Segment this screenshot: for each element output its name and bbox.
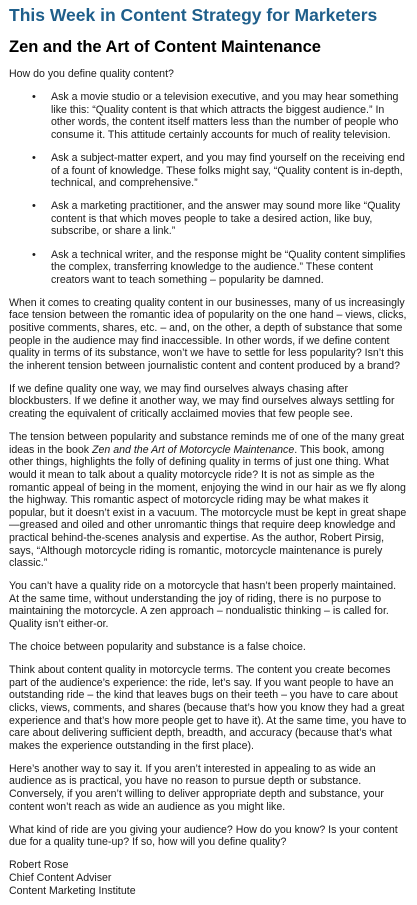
body-paragraph: If we define quality one way, we may find ourselves always chasing after blockbusters. If we define it another way, we may find ourselves always settling for creating the equivalent of critically acclaimed movies that few people see. bbox=[9, 382, 395, 421]
list-item-text: Ask a marketing practitioner, and the answer may sound more like “Quality content is that which moves people to take a desired action, like buy, subscribe, or share a link.” bbox=[51, 200, 401, 238]
body-paragraph: When it comes to creating quality content in our businesses, many of us increasingly face tension between the romantic idea of popularity on the one hand – views, clicks, positive comments, shares, etc. – and, on the other, a depth of substance that some people in the audience may find inaccessible. In other words, if we define content quality in terms of its substance, won’t we have to settle for less popularity? Isn’t this the inherent tension between journalistic content and content produced by a brand? bbox=[9, 296, 407, 372]
list-item-text: Ask a subject-matter expert, and you may find yourself on the receiving end of a fount of knowledge. These folks might say, “Quality content is in-depth, technical, and comprehensive.” bbox=[51, 151, 405, 190]
body-paragraph: Think about content quality in motorcycle terms. The content you create becomes part of the audience’s experience: the ride, let’s say. If you want people to have an outstanding ride – the kind that leaves bugs on their teeth – you have to care about clicks, views, comments, and shares (because that’s how you know they had a great experience and that’s how more people get to have it). At the same time, you have to care about delivering sufficient depth, breadth, and accuracy (because that’s what makes the experience outstanding in the first place). bbox=[9, 664, 407, 752]
paragraph-text: The tension between popularity and substance reminds me of one of the many great ideas in the book bbox=[9, 431, 405, 456]
author-role: Chief Content Adviser bbox=[9, 871, 112, 884]
body-paragraph bbox=[9, 431, 408, 570]
signature bbox=[9, 859, 408, 897]
list-item-text: Ask a technical writer, and the response might be “Quality content simplifies the complex, transferring knowledge to the audience.” These content creators want to teach something – popularity be damned. bbox=[51, 248, 406, 286]
list-item bbox=[32, 91, 408, 141]
body-paragraph: The choice between popularity and substance is a false choice. bbox=[9, 641, 306, 654]
author-name: Robert Rose bbox=[9, 859, 69, 872]
book-title: Zen and the Art of Motorcycle Maintenance bbox=[92, 443, 295, 456]
body-paragraph: What kind of ride are you giving your audience? How do you know? Is your content due for a quality tune-up? If so, how will you define quality? bbox=[9, 823, 398, 849]
bullet-icon: • bbox=[32, 91, 36, 104]
bullet-icon: • bbox=[32, 248, 36, 261]
author-organization: Content Marketing Institute bbox=[9, 884, 136, 897]
paragraph-text: . This book, among other things, highlights the folly of defining quality in terms of just one thing. What would it mean to talk about a quality motorcycle ride? It is not as simple as the romantic appeal of being in the moment, enjoying the wind in our hair as we fly along the highway. This romantic aspect of motorcycle riding may be what makes it popular, but it doesn’t exist in a vacuum. The motorcycle must be kept in great shape—greased and oiled and other unromantic things that require deep knowledge and practical behind-the-scenes analysis and expertise. As the author, Robert Pirsig, says, “Although motorcycle riding is romantic, motorcycle maintenance is purely classic.” bbox=[9, 443, 407, 570]
body-paragraph: You can’t have a quality ride on a motorcycle that hasn’t been properly maintained. At the same time, without understanding the joy of riding, there is no purpose to maintaining the motorcycle. A zen approach – nondualistic thinking – is called for. Quality isn’t either-or. bbox=[9, 580, 397, 630]
article-title: Zen and the Art of Content Maintenance bbox=[9, 38, 321, 56]
intro-question: How do you define quality content? bbox=[9, 68, 174, 80]
list-item-text: Ask a movie studio or a television executive, and you may hear something like this: “Quality content is that which attracts the biggest audience.” In other words, the content itself matters less than the number of people who consume it. This attitude certainly accounts for much of reality television. bbox=[51, 91, 399, 141]
quality-definitions-list bbox=[9, 91, 408, 286]
list-item bbox=[32, 151, 408, 190]
list-item bbox=[32, 248, 408, 287]
newsletter-title: This Week in Content Strategy for Marketers bbox=[9, 5, 378, 25]
body-paragraph: Here’s another way to say it. If you aren’t interested in appealing to as wide an audience as is practical, you have no reason to pursue depth or substance. Conversely, if you aren’t willing to deliver appropriate depth and substance, your content won’t reach as wide an audience as you might like. bbox=[9, 762, 384, 813]
list-item bbox=[32, 200, 408, 238]
bullet-icon: • bbox=[32, 151, 36, 164]
bullet-icon: • bbox=[32, 200, 36, 213]
